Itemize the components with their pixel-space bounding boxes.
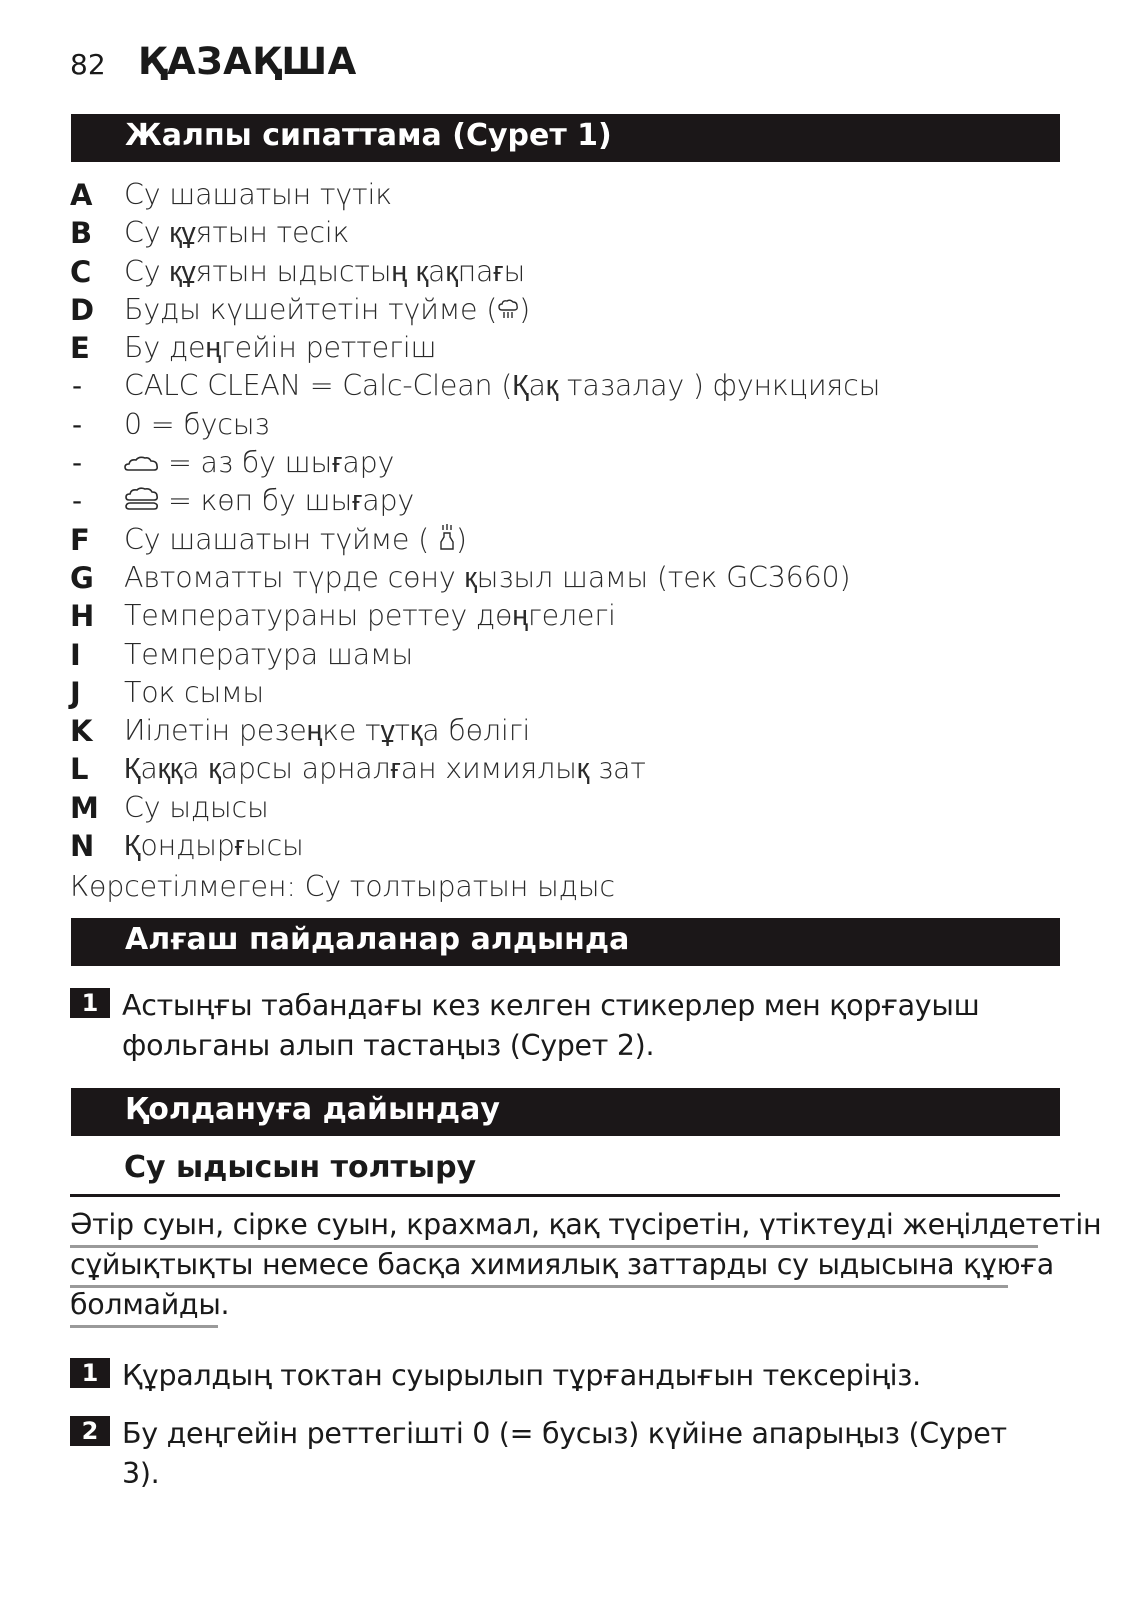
low-steam-icon [124,448,160,481]
section-bar-first-use [71,918,1060,966]
list-item [70,829,1070,867]
step-text-line: Астыңғы табандағы кез келген стикерлер мен қорғауыш [122,989,980,1022]
item-text: Температура шамы [124,637,413,671]
warning-underline [70,1325,218,1328]
language-title: ҚАЗАҚША [138,40,357,83]
step-number: 1 [70,1358,110,1388]
step-text [122,986,979,1066]
warning-block [70,1208,1102,1328]
warning-text: болмайды. [70,1288,230,1321]
item-text: Бу деңгейін реттегіш [124,331,437,365]
item-text: Су шашатын түтік [124,178,392,211]
steam-boost-icon [497,294,519,327]
item-marker: F [70,522,90,557]
item-marker: - [72,446,83,480]
warning-text: сұйықтықты немесе басқа химиялық заттарды су ыдысына құюға [70,1248,1054,1281]
not-shown-note: Көрсетілмеген: Су толтыратын ыдыс [70,870,615,903]
list-item [70,714,1070,752]
section-title-prepare: Қолдануға дайындау [125,1092,500,1127]
section-title-first-use: Алғаш пайдаланар алдында [125,922,630,957]
step-text: Құралдың токтан суырылып тұрғандығын тексеріңіз. [122,1359,921,1392]
warning-text: Әтір суын, сірке суын, крахмал, қақ түсіретін, үтіктеуді жеңілдететін [70,1208,1102,1241]
list-item [70,446,1070,484]
section-bar-general [71,114,1060,162]
item-text: Ток сымы [124,675,265,709]
item-text: 0 = бусыз [124,407,270,441]
list-item [70,484,1070,522]
item-marker: J [70,675,81,710]
list-item [70,216,1070,254]
step-text: Бу деңгейін реттегішті 0 (= бусыз) күйіне апарыңыз (Сурет 3). [122,1417,1007,1490]
item-text-after: ) [455,522,467,556]
item-text-value: = аз бу шығару [168,446,395,480]
item-marker: A [70,178,93,212]
warning-line [70,1288,1060,1328]
item-marker: M [70,790,99,825]
item-marker: D [70,292,95,327]
item-text [124,484,414,519]
item-marker: E [70,331,90,366]
item-text: Автоматты түрде сөну қызыл шамы (тек GC3660) [124,560,851,594]
subheading-fill-tank: Су ыдысын толтыру [124,1150,477,1185]
list-item [70,791,1070,829]
item-text-value: = көп бу шығару [168,484,415,518]
item-text: CALC CLEAN = Calc-Clean (Қақ тазалау ) функциясы [124,369,881,403]
item-text-after: ) [519,292,531,326]
item-text: Су құятын ыдыстың қақпағы [124,254,526,288]
step-number: 2 [70,1416,110,1446]
item-text [124,446,394,481]
step-text-line: фольганы алып тастаңыз (Сурет 2). [122,1029,655,1062]
item-text: Иілетін резеңке тұтқа бөлігі [124,714,531,748]
section-title-general: Жалпы сипаттама (Сурет 1) [125,118,612,153]
item-marker: K [70,714,93,749]
list-item [70,331,1070,369]
step-item [70,1356,1050,1400]
item-text: Қаққа қарсы арналған химиялық зат [124,752,646,786]
item-text: Қондырғысы [124,829,304,863]
section-bar-prepare [71,1088,1060,1136]
list-item [70,676,1070,714]
page-number: 82 [70,48,106,81]
item-marker: - [72,407,83,441]
list-item [70,561,1070,599]
item-marker: L [70,752,89,787]
list-item [70,408,1070,446]
list-item [70,255,1070,293]
high-steam-icon [124,486,160,519]
item-text-before: Буды күшейтетін түйме ( [124,292,498,326]
list-item [70,178,1070,216]
item-marker: N [70,829,95,864]
first-use-step [70,986,1050,1066]
list-item [70,293,1070,331]
item-marker: - [72,369,83,403]
list-item [70,523,1070,561]
item-marker: G [70,560,94,595]
parts-list [70,178,1070,867]
list-item [70,752,1070,790]
list-item [70,638,1070,676]
item-text: Су ыдысы [124,790,269,824]
warning-line [70,1208,1102,1248]
list-item [70,369,1070,407]
item-text [124,523,467,559]
warning-line [70,1248,1060,1288]
item-text [124,293,530,328]
item-marker: H [70,599,95,634]
step-item [70,1414,1050,1490]
subheading-rule [70,1194,1060,1197]
step-number: 1 [70,988,110,1018]
item-marker: B [70,216,93,251]
item-marker: C [70,254,92,289]
item-marker: I [70,637,81,672]
item-text-before: Су шашатын түйме ( [124,522,438,556]
spray-icon [438,523,456,558]
list-item [70,599,1070,637]
item-text: Су құятын тесік [124,216,350,250]
item-text: Температураны реттеу дөңгелегі [124,599,616,633]
item-marker: - [72,484,83,518]
